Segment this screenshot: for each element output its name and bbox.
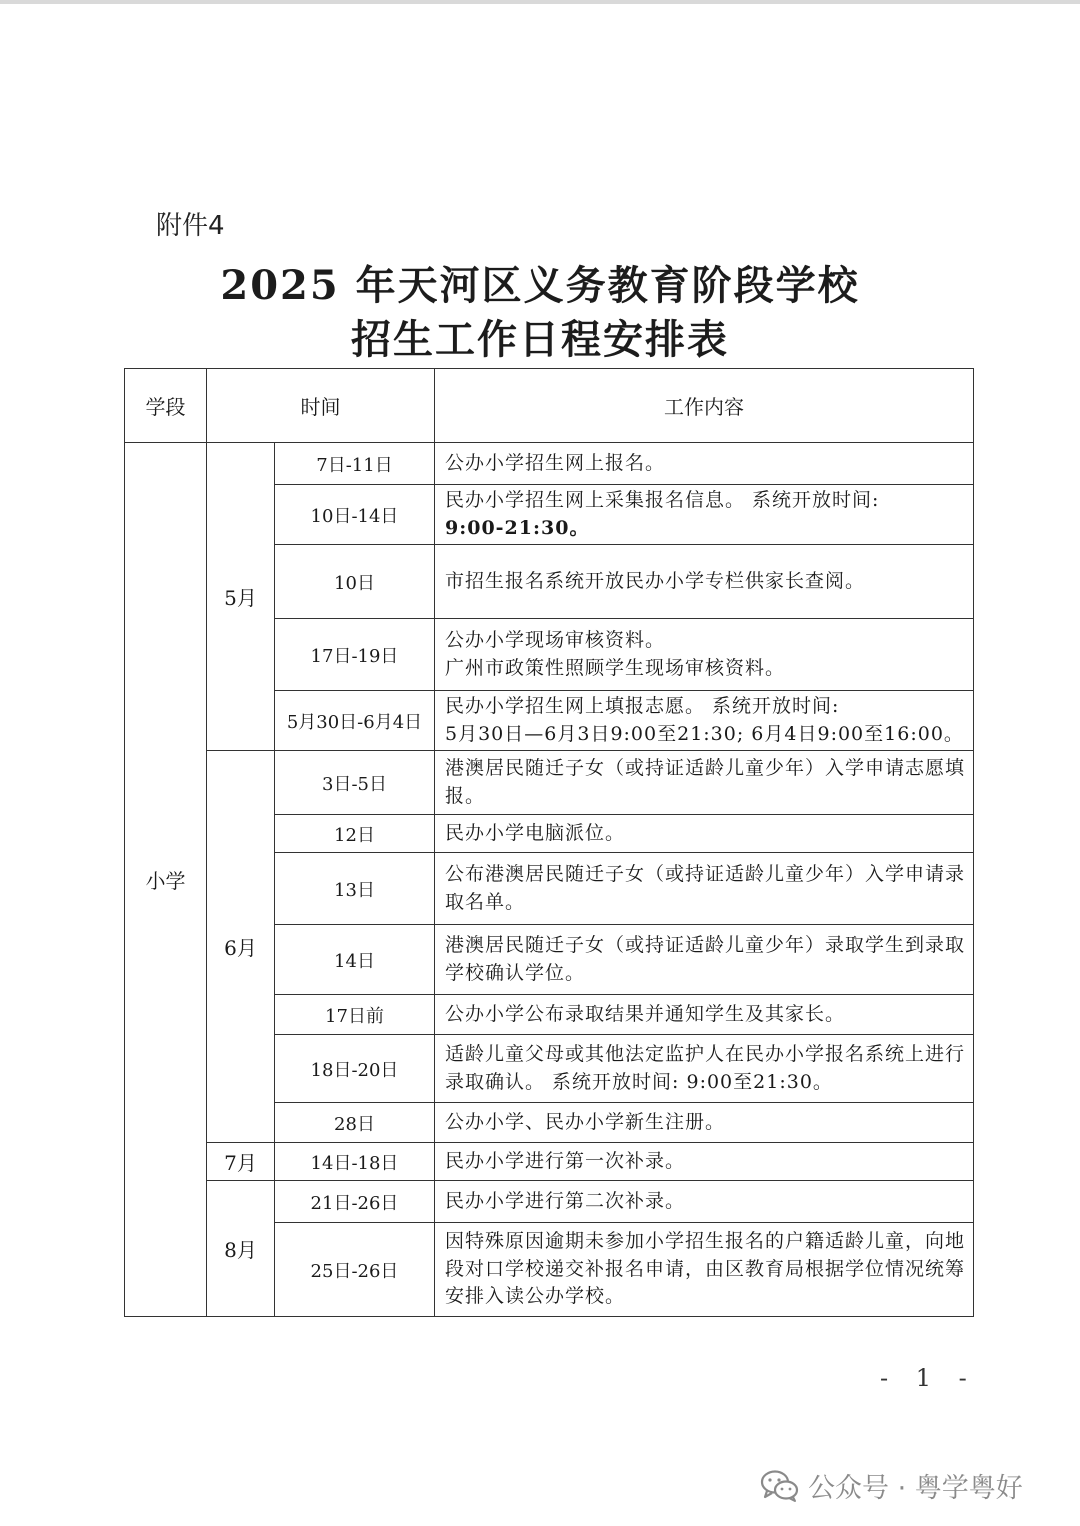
content-cell: 民办小学进行第一次补录。 xyxy=(435,1143,974,1181)
date-cell: 17日前 xyxy=(275,995,435,1035)
date-cell: 3日-5日 xyxy=(275,751,435,815)
date-cell: 17日-19日 xyxy=(275,619,435,691)
content-cell: 民办小学电脑派位。 xyxy=(435,815,974,853)
date-cell: 28日 xyxy=(275,1103,435,1143)
content-cell: 公布港澳居民随迁子女（或持证适龄儿童少年）入学申请录取名单。 xyxy=(435,853,974,925)
content-cell: 公办小学现场审核资料。 广州市政策性照顾学生现场审核资料。 xyxy=(435,619,974,691)
page-edge xyxy=(0,0,1080,4)
month-cell-august: 8月 xyxy=(207,1181,275,1317)
date-cell: 12日 xyxy=(275,815,435,853)
attachment-label: 附件4 xyxy=(156,211,225,241)
table-row xyxy=(125,443,974,485)
table-row xyxy=(125,751,974,815)
document-title-line1: 2025 年天河区义务教育阶段学校 xyxy=(220,262,860,309)
header-time: 时间 xyxy=(207,369,435,443)
date-cell: 10日 xyxy=(275,545,435,619)
month-cell-june: 6月 xyxy=(207,751,275,1143)
date-cell: 21日-26日 xyxy=(275,1181,435,1223)
header-stage: 学段 xyxy=(125,369,207,443)
date-cell: 13日 xyxy=(275,853,435,925)
content-cell: 民办小学招生网上填报志愿。 系统开放时间: 5月30日—6月3日9:00至21:30; 6月4日9:00至16:00。 xyxy=(435,691,974,751)
date-cell: 10日-14日 xyxy=(275,485,435,545)
date-cell: 25日-26日 xyxy=(275,1223,435,1317)
stage-cell: 小学 xyxy=(125,443,207,1317)
page-number: - 1 - xyxy=(880,1364,977,1392)
content-cell: 港澳居民随迁子女（或持证适龄儿童少年）录取学生到录取学校确认学位。 xyxy=(435,925,974,995)
content-cell: 适龄儿童父母或其他法定监护人在民办小学报名系统上进行录取确认。 系统开放时间: 9:00至21:30。 xyxy=(435,1035,974,1103)
content-cell: 市招生报名系统开放民办小学专栏供家长查阅。 xyxy=(435,545,974,619)
month-cell-july: 7月 xyxy=(207,1143,275,1181)
content-cell: 民办小学进行第二次补录。 xyxy=(435,1181,974,1223)
content-cell: 港澳居民随迁子女（或持证适龄儿童少年）入学申请志愿填报。 xyxy=(435,751,974,815)
content-cell: 公办小学、民办小学新生注册。 xyxy=(435,1103,974,1143)
table-row xyxy=(125,1181,974,1223)
date-cell: 18日-20日 xyxy=(275,1035,435,1103)
date-cell: 14日 xyxy=(275,925,435,995)
schedule-table xyxy=(124,368,974,1316)
watermark xyxy=(760,1466,1023,1505)
watermark-text: 公众号 · 粤学粤好 xyxy=(808,1473,1023,1504)
content-cell: 公办小学公布录取结果并通知学生及其家长。 xyxy=(435,995,974,1035)
content-cell: 民办小学招生网上采集报名信息。 系统开放时间: 9:00-21:30。 xyxy=(435,485,974,545)
document-title-line2: 招生工作日程安排表 xyxy=(351,316,729,363)
header-content: 工作内容 xyxy=(435,369,974,443)
wechat-icon xyxy=(760,1469,800,1503)
content-cell: 公办小学招生网上报名。 xyxy=(435,443,974,485)
table-row xyxy=(125,1143,974,1181)
month-cell-may: 5月 xyxy=(207,443,275,751)
date-cell: 5月30日-6月4日 xyxy=(275,691,435,751)
table-header-row xyxy=(125,369,974,443)
date-cell: 14日-18日 xyxy=(275,1143,435,1181)
date-cell: 7日-11日 xyxy=(275,443,435,485)
content-cell: 因特殊原因逾期未参加小学招生报名的户籍适龄儿童，向地段对口学校递交补报名申请，由区教育局根据学位情况统筹安排入读公办学校。 xyxy=(435,1223,974,1317)
